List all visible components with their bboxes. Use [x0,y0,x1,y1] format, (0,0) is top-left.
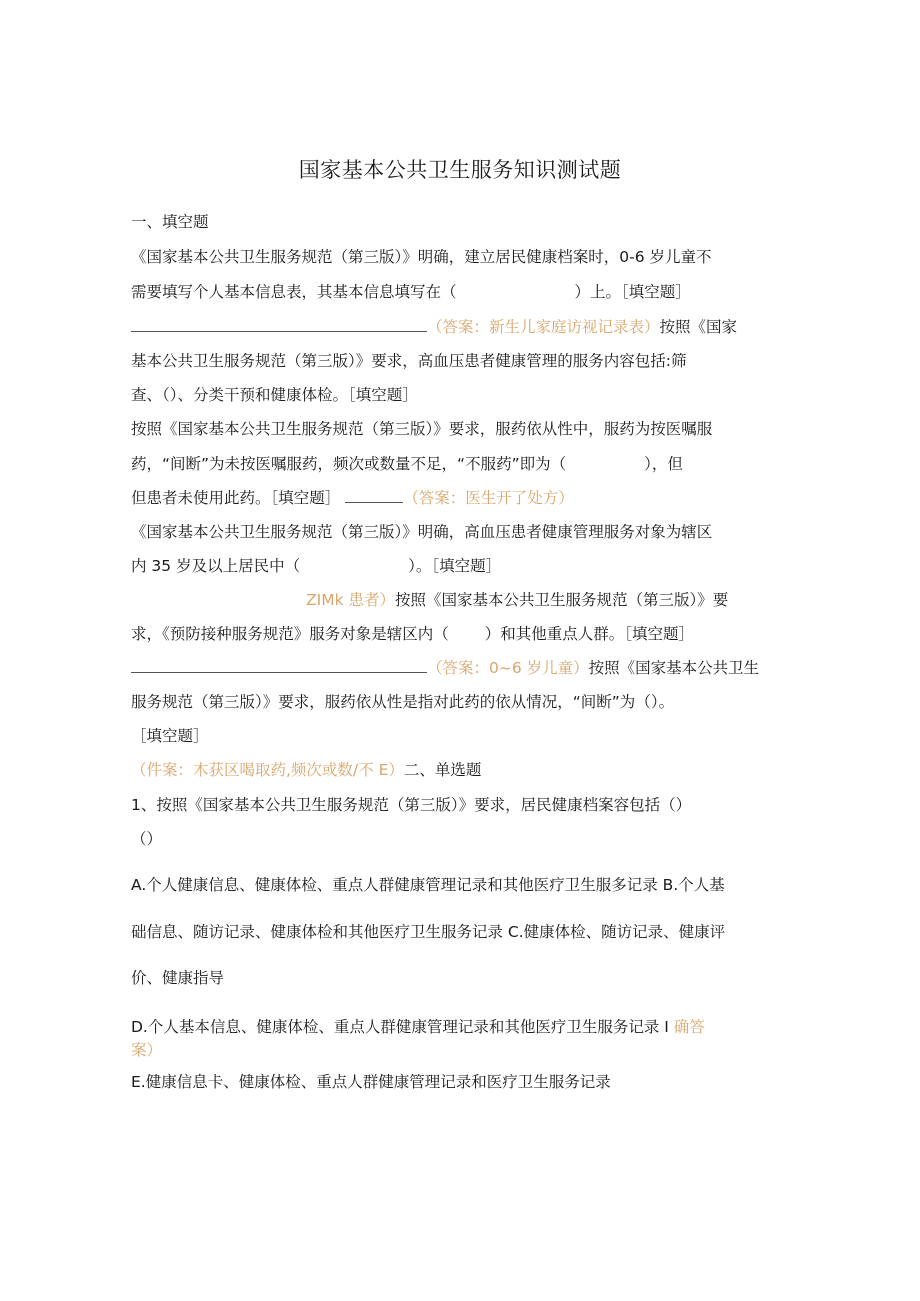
answer-text: 案） [131,1041,163,1059]
question-text-part: 按照《国家基本公共卫生 [588,659,760,677]
answer-text: （答案：0~6 岁儿童） [427,659,589,677]
option-line [131,1016,705,1038]
question-text [131,623,694,645]
question-text-part: ）上。［填空题］ [574,283,691,301]
option-line: 价、健康指导 [131,969,225,987]
question-text: 《国家基本公共卫生服务规范（第三版）》明确，建立居民健康档案时，0-6 岁儿童不 [131,248,712,266]
option-line [131,1039,162,1061]
question-text: 《国家基本公共卫生服务规范（第三版）》明确，高血压患者健康管理服务对象为辖区 [131,523,713,541]
option-d-text: D.个人基本信息、健康体检、重点人群健康管理记录和其他医疗卫生服务记录 I [131,1018,674,1036]
question-text-part: 按照《国家基本公共卫生服务规范（第三版）》要 [394,591,729,609]
question-text [131,657,759,679]
answer-text: ZIMk 患者） [306,591,395,609]
option-line: 础信息、随访记录、健康体检和其他医疗卫生服务记录 C.健康体检、随访记录、健康评 [131,923,726,941]
question-text [131,316,737,338]
option-line: E.健康信息卡、健康体检、重点人群健康管理记录和医疗卫生服务记录 [131,1073,611,1091]
answer-underline [345,488,403,503]
section-heading-single-choice: 二、单选题 [403,761,482,779]
question-text [131,281,691,303]
option-line: A.个人健康信息、健康体检、重点人群健康管理记录和其他医疗卫生服多记录 B.个人基 [131,876,725,894]
question-text-part: 需要填写个人基本信息表，其基本信息填写在（ [131,283,457,301]
question-text [131,453,683,475]
page-title: 国家基本公共卫生服务知识测试题 [298,158,622,182]
answer-text: （答案：医生开了处方） [403,489,574,507]
question-text-part: ）。［填空题］ [408,557,502,575]
question-text-part: 内 35 岁及以上居民中（ [131,557,301,575]
answer-text: （件案：木获区喝取药,频次或数/不 E） [131,761,404,779]
question-text [131,555,501,577]
question-text-part: 求，《预防接种服务规范》服务对象是辖区内（ [131,625,449,643]
section-heading-fill-blank: 一、填空题 [131,213,209,231]
answer-text: 确答 [673,1018,705,1036]
question-text-part: 按照《国家 [659,318,738,336]
question-text-part: 但患者未使用此药。［填空题］ [131,489,341,507]
answer-underline [131,658,427,673]
question-stem: 1、按照《国家基本公共卫生服务规范（第三版）》要求，居民健康档案容包括（） [131,796,692,814]
question-text-part: ），但 [644,455,683,473]
question-type-tag: ［填空题］ [131,727,209,745]
question-text [131,759,481,781]
question-text: 按照《国家基本公共卫生服务规范（第三版）》要求，服药依从性中，服药为按医嘱服 [131,420,713,438]
question-text [131,487,574,509]
question-text: 查、（）、分类干预和健康体检。［填空题］ [131,386,418,404]
question-text: 基本公共卫生服务规范（第三版）》要求，高血压患者健康管理的服务内容包括:筛 [131,352,687,370]
question-text: 服务规范（第三版）》要求，服药依从性是指对此药的依从情况，“间断”为（）。 [131,693,675,711]
question-text-part: 药，“间断”为未按医嘱服药，频次或数量不足，“不服药”即为（ [131,455,567,473]
question-text [306,589,728,611]
question-text-part: ）和其他重点人群。［填空题］ [484,625,695,643]
question-blank: （） [131,830,163,848]
answer-text: （答案：新生儿家庭访视记录表） [427,318,660,336]
answer-underline [131,317,427,332]
